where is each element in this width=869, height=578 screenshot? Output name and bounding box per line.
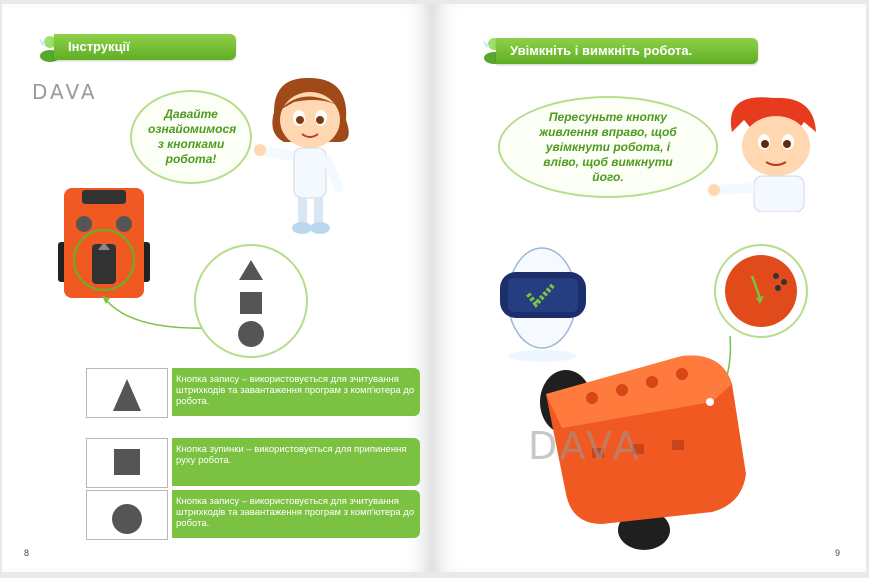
speech-bubble xyxy=(498,96,718,198)
square-icon xyxy=(240,292,262,314)
watermark: DAVA xyxy=(528,424,642,468)
circle-icon xyxy=(238,321,264,347)
button-description: Кнопка зупинки – використовується для припинення руху робота. xyxy=(172,438,420,486)
girl-character-illustration xyxy=(254,72,364,240)
robot-top-view-image xyxy=(54,184,154,302)
boy-character-illustration xyxy=(704,92,834,212)
page-number: 9 xyxy=(834,548,840,558)
watermark: DAVA xyxy=(32,80,98,104)
speech-text: Пересуньте кнопку живлення вправо, щоб увімкнути робота, і вліво, щоб вимкнути його. xyxy=(539,109,677,184)
right-page xyxy=(432,4,866,572)
button-icon-cell xyxy=(86,438,168,488)
triangle-icon xyxy=(239,260,263,280)
power-switch-zoom-circle xyxy=(714,244,808,338)
page-title: Увімкніть і вимкніть робота. xyxy=(496,38,758,64)
button-icon-cell xyxy=(86,490,168,540)
page-title: Інструкції xyxy=(54,34,236,60)
circle-icon xyxy=(87,491,167,539)
button-description: Кнопка запису – використовується для зчитування штрихкодів та завантаження програм з комп'ютера до робота. xyxy=(172,490,420,538)
page-number: 8 xyxy=(24,548,30,558)
square-icon xyxy=(87,439,167,487)
buttons-zoom-circle xyxy=(194,244,308,358)
power-switch-detail xyxy=(716,246,806,336)
button-description: Кнопка запису – використовується для зчитування штрихкодів та завантаження програм з комп'ютера до робота. xyxy=(172,368,420,416)
triangle-icon xyxy=(87,369,167,417)
speech-text: Давайте ознайомимося з кнопками робота! xyxy=(148,107,237,166)
left-page xyxy=(2,4,432,572)
speech-bubble xyxy=(130,90,252,184)
button-icon-cell xyxy=(86,368,168,418)
buttons-shapes xyxy=(196,246,306,356)
